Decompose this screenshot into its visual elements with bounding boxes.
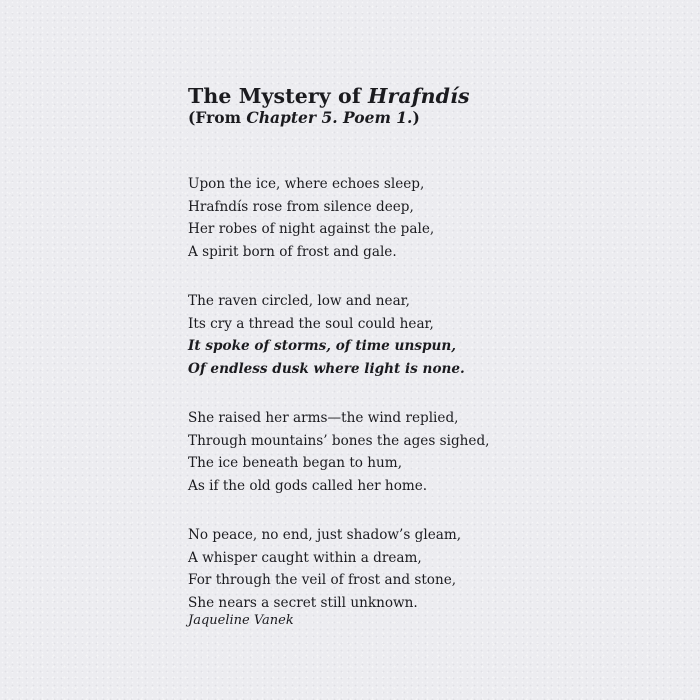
poem-line: Hrafndís rose from silence deep, — [188, 198, 414, 215]
subtitle-suffix: ) — [412, 108, 420, 127]
poem-line: As if the old gods called her home. — [188, 477, 428, 494]
stanza-2 — [188, 290, 489, 380]
poem-body — [188, 173, 489, 641]
poem-title-plain: The Mystery of — [188, 84, 368, 108]
poem-line: A spirit born of frost and gale. — [188, 243, 397, 260]
poem-line-emphasized: It spoke of storms, of time unspun, — [188, 338, 456, 354]
poem-line: She raised her arms—the wind replied, — [188, 410, 459, 426]
poem-line: Upon the ice, where echoes sleep, — [188, 176, 425, 192]
subtitle-prefix: (From — [188, 108, 247, 127]
poem-line: The ice beneath began to hum, — [188, 455, 403, 471]
stanza-4 — [188, 524, 489, 614]
subtitle-chapter: Chapter 5. Poem 1. — [246, 108, 413, 127]
stanza-3 — [188, 407, 489, 497]
poem-title-italic: Hrafndís — [367, 84, 470, 108]
stanza-1 — [188, 173, 489, 263]
poem-line: She nears a secret still unknown. — [188, 594, 418, 611]
poem-line: Her robes of night against the pale, — [188, 221, 435, 237]
poem-title — [188, 84, 470, 108]
poem-line: For through the veil of frost and stone, — [188, 572, 457, 588]
poem-line: Through mountains’ bones the ages sighed, — [188, 432, 490, 449]
poem-subtitle — [188, 108, 470, 128]
author-signature: Jaqueline Vanek — [188, 613, 294, 628]
title-block — [188, 84, 470, 128]
poem-line-emphasized: Of endless dusk where light is none. — [188, 360, 465, 377]
poem-line: The raven circled, low and near, — [188, 293, 410, 309]
poem-line: No peace, no end, just shadow’s gleam, — [188, 527, 462, 543]
poem-line: A whisper caught within a dream, — [188, 549, 422, 566]
poem-line: Its cry a thread the soul could hear, — [188, 315, 434, 332]
